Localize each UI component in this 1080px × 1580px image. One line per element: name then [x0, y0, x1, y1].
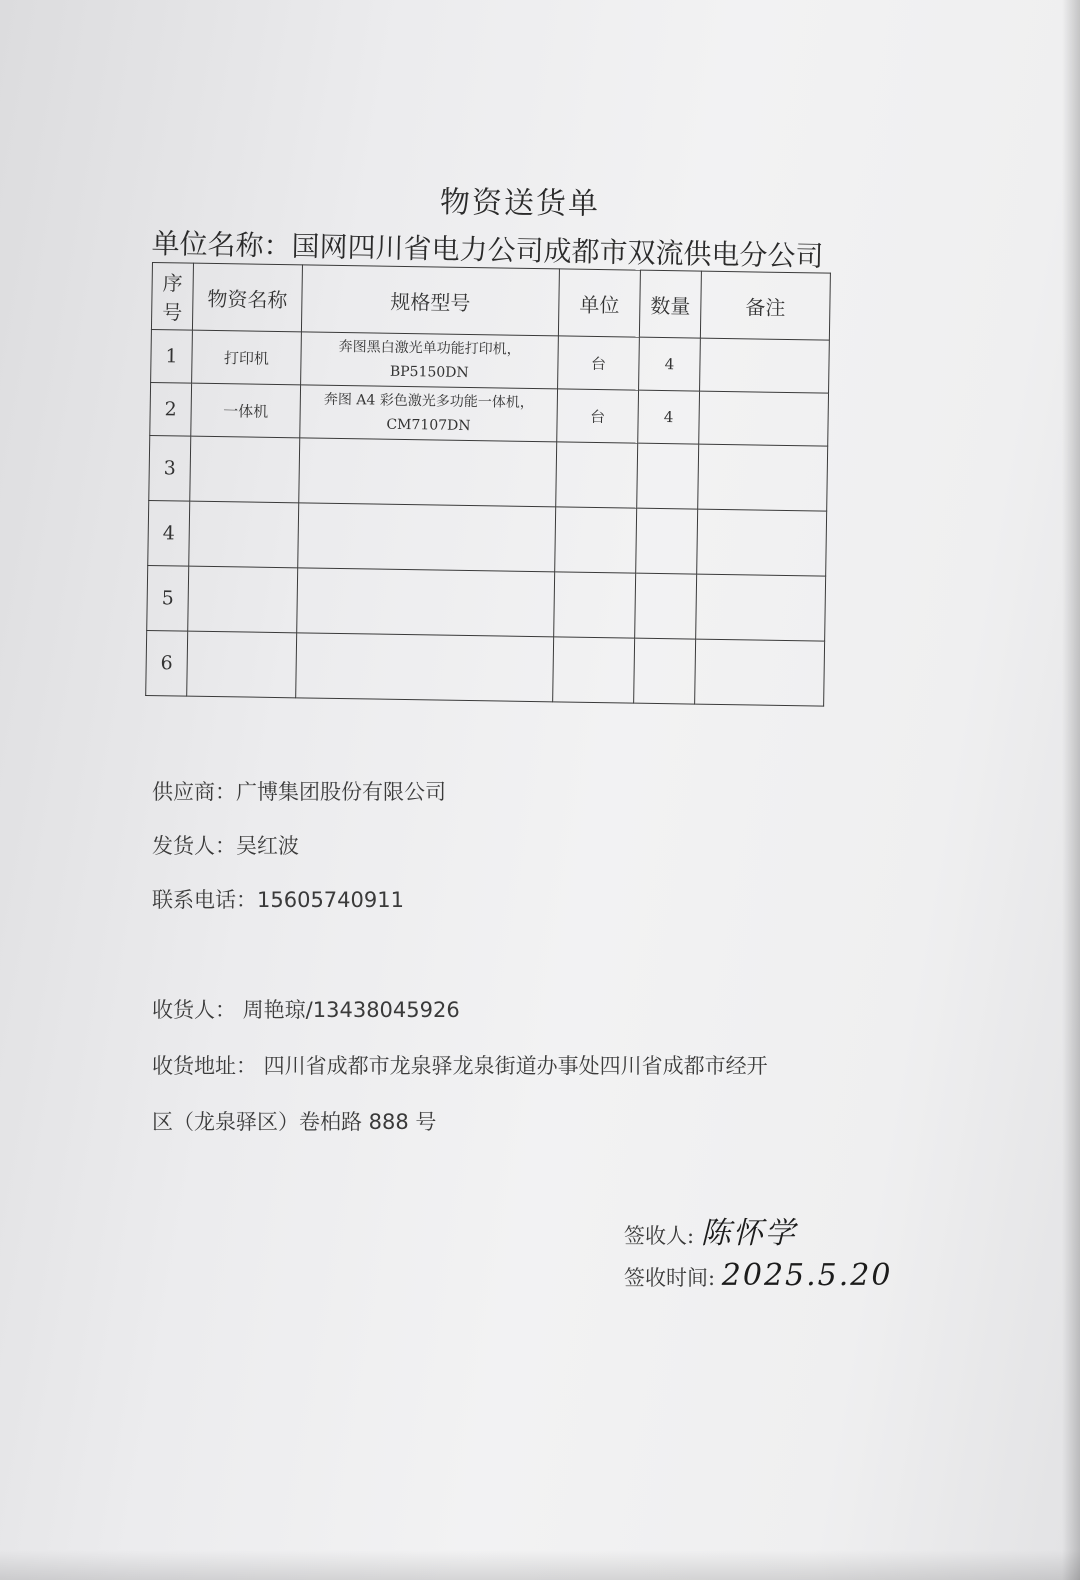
table-row: [147, 565, 826, 641]
cell-unit: [555, 507, 637, 573]
cell-no: 6: [146, 630, 188, 696]
cell-no: 2: [150, 382, 192, 436]
cell-spec: [299, 438, 557, 507]
document-title: 物资送货单: [439, 185, 601, 222]
cell-name: [190, 436, 300, 503]
cell-spec-line1: 奔图黑白激光单功能打印机，: [338, 338, 521, 358]
cell-spec: [296, 633, 554, 702]
cell-unit: 台: [557, 389, 639, 443]
cell-name: [189, 501, 299, 568]
cell-qty: [637, 443, 699, 509]
cell-qty: 4: [639, 337, 701, 391]
cell-spec-line2: BP5150DN: [389, 363, 469, 381]
cell-unit: 台: [558, 336, 640, 390]
header-qty: 数量: [639, 270, 701, 338]
cell-unit: [554, 572, 636, 638]
paper-edge-shadow: [1062, 0, 1080, 1580]
cell-spec-line2: CM7107DN: [386, 416, 471, 435]
header-no-line2: 号: [162, 300, 183, 325]
cell-note: [700, 338, 830, 393]
cell-qty: [634, 638, 696, 704]
cell-no: 4: [148, 500, 190, 566]
header-no-line1: 序: [162, 271, 183, 296]
cell-qty: [635, 573, 697, 639]
signer-row: [624, 1208, 797, 1252]
cell-note: [696, 574, 826, 641]
cell-note: [697, 509, 827, 576]
sign-time-label: 签收时间:: [624, 1266, 716, 1290]
header-spec: 规格型号: [301, 265, 559, 336]
cell-note: [695, 639, 825, 706]
cell-qty: 4: [638, 390, 700, 444]
cell-no: 3: [149, 435, 191, 501]
cell-name: 打印机: [192, 330, 302, 385]
phone-line: 联系电话：15605740911: [152, 888, 404, 912]
header-no: [151, 263, 193, 331]
address-line-1: 收货地址： 四川省成都市龙泉驿龙泉街道办事处四川省成都市经开: [152, 1054, 768, 1078]
table-header-row: [151, 263, 830, 341]
header-unit: 单位: [558, 269, 640, 337]
cell-name: [188, 566, 298, 633]
table-row: [149, 435, 828, 511]
header-note: 备注: [700, 271, 830, 340]
cell-unit: [556, 442, 638, 508]
goods-table-wrapper: [145, 262, 831, 707]
shipper-line: 发货人：吴红波: [152, 834, 299, 858]
cell-unit: [553, 637, 635, 703]
cell-spec-line1: 奔图 A4 彩色激光多功能一体机，: [323, 391, 534, 412]
goods-table: [145, 262, 831, 707]
receiver-line: 收货人： 周艳琼/13438045926: [152, 998, 460, 1022]
cell-note: [699, 391, 829, 446]
cell-no: 5: [147, 565, 189, 631]
sign-time-row: [624, 1258, 892, 1293]
cell-note: [698, 444, 828, 511]
cell-no: 1: [151, 329, 193, 383]
sign-time-handwritten: 2025.5.20: [721, 1258, 893, 1293]
cell-spec: [298, 503, 556, 572]
cell-name: [187, 631, 297, 698]
header-name: 物资名称: [192, 263, 302, 332]
cell-spec: [297, 568, 555, 637]
cell-spec: [300, 385, 558, 442]
cell-qty: [636, 508, 698, 574]
table-row: [146, 630, 825, 706]
signer-label: 签收人:: [624, 1224, 695, 1248]
signer-signature: 陈怀学: [700, 1216, 797, 1251]
paper-bottom-shadow: [0, 1550, 1080, 1580]
cell-name: 一体机: [191, 383, 301, 438]
cell-spec: [301, 332, 559, 389]
supplier-line: 供应商：广博集团股份有限公司: [152, 780, 446, 804]
table-row: [148, 500, 827, 576]
unit-name-line: 单位名称：国网四川省电力公司成都市双流供电分公司: [151, 226, 824, 273]
address-line-2: 区（龙泉驿区）卷柏路 888 号: [152, 1110, 437, 1134]
